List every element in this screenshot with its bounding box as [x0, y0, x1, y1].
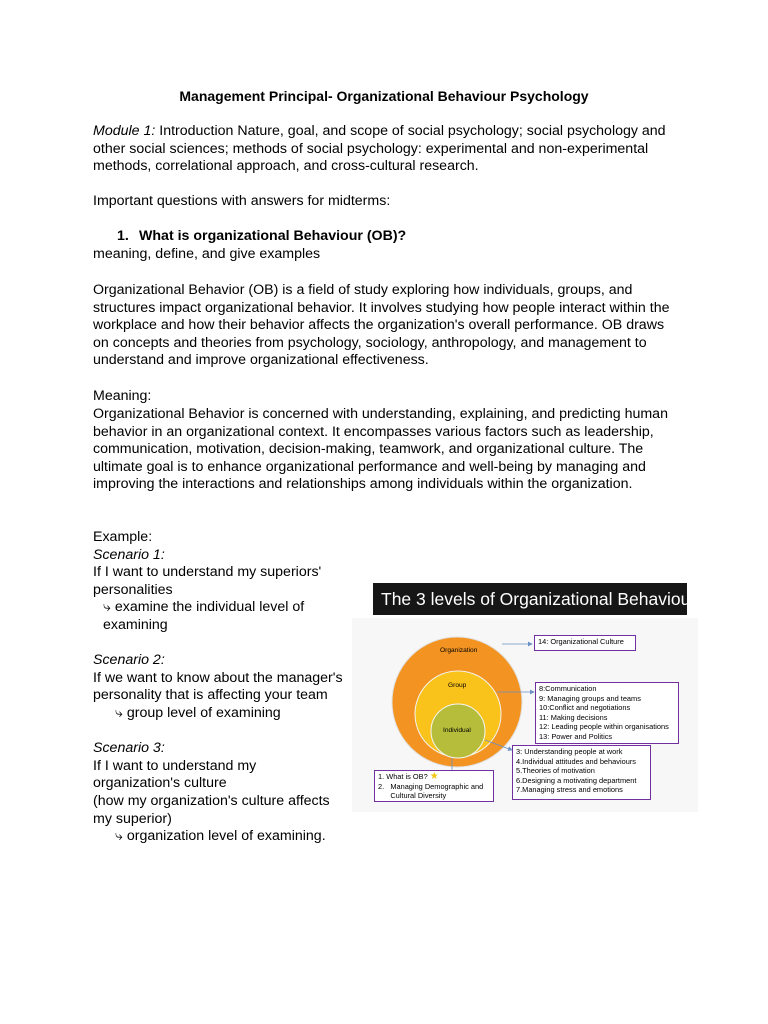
example-heading: Example:	[93, 529, 153, 545]
scenario-3-text2: (how my organization's culture affects my superior)	[93, 792, 330, 827]
module-text: Introduction Nature, goal, and scope of social psychology; social psychology and other social sciences; methods of social psychology: experimental and non-experimental methods, correlational approach, and cross-cultural research.	[93, 123, 666, 175]
scenario-3-arrow: ⤷ organization level of examining.	[115, 828, 326, 845]
diagram-title: The 3 levels of Organizational Behaviour	[373, 583, 687, 615]
individual-label: Individual	[443, 727, 471, 734]
module-paragraph	[93, 123, 678, 176]
scenario-2-arrow: ⤷ group level of examining	[115, 704, 281, 721]
individual-topics-box	[512, 745, 651, 800]
scenario-3-label: Scenario 3:	[93, 740, 165, 757]
question-heading	[117, 228, 406, 246]
intro-topic-text: 1. What is OB?	[378, 772, 428, 781]
group-label: Group	[448, 682, 467, 689]
question-text: What is organizational Behaviour (OB)?	[139, 228, 407, 244]
module-label: Module 1:	[93, 123, 156, 139]
individual-topic: 6.Designing a motivating department	[516, 775, 637, 785]
scenario-1-arrow-text: ⤷ examine the individual level of examining	[103, 599, 305, 633]
scenario-1-label: Scenario 1:	[93, 546, 165, 563]
definition-paragraph: Organizational Behavior (OB) is a field of study exploring how individuals, groups, and structures impact organizational behavior. It involves studying how people interact within the workplace and how their behavior affects the organization's overall performance. OB draws on concepts and theories from psychology, sociology, anthropology, and management to understand and improve organizational effectiveness.	[93, 282, 670, 369]
intro-topic: Cultural Diversity	[378, 791, 447, 801]
scenario-2-label: Scenario 2:	[93, 652, 165, 669]
page-title: Management Principal- Organizational Behaviour Psychology	[179, 88, 589, 104]
scenario-1-arrow	[93, 599, 343, 634]
scenario-3-text: If I want to understand my organization's culture	[93, 757, 257, 792]
scenario-1-text: If I want to understand my superiors' personalities	[93, 564, 322, 598]
star-icon: ★	[429, 771, 439, 782]
organization-topic: 14: Organizational Culture	[538, 637, 624, 646]
important-questions: Important questions with answers for midterms:	[93, 193, 391, 209]
question-number: 1.	[117, 228, 129, 244]
meaning-heading: Meaning:	[93, 388, 152, 404]
example-section	[93, 529, 343, 846]
individual-topic: 7.Managing stress and emotions	[516, 785, 623, 795]
intro-topics-box	[374, 770, 494, 802]
spacer	[93, 723, 343, 741]
group-topic: 12: Leading people within organisations	[539, 722, 669, 732]
scenario-2-text: If we want to know about the manager's personality that is affecting your team	[93, 669, 343, 704]
group-topic: 9: Managing groups and teams	[539, 693, 641, 703]
group-topic: 11: Making decisions	[539, 712, 608, 722]
intro-topic: 2. Managing Demographic and	[378, 781, 484, 791]
group-topic: 8:Communication	[539, 684, 597, 693]
meaning-paragraph: Organizational Behavior is concerned with understanding, explaining, and predicting human behavior in an organizational context. It encompasses various factors such as leadership, communication, motivation, decision-making, teamwork, and organizational culture. The ultimate goal is to enhance organizational performance and well-being by managing and improving the interactions and relationships among individuals within the organization.	[93, 406, 668, 493]
intro-topic	[378, 772, 490, 782]
organization-label: Organization	[440, 647, 478, 654]
ob-levels-diagram	[352, 578, 698, 812]
individual-topic: 3: Understanding people at work	[516, 747, 623, 756]
group-topic: 13: Power and Politics	[539, 731, 613, 741]
individual-topic: 4.Individual attitudes and behaviours	[516, 756, 636, 766]
group-topic: 10:Conflict and negotiations	[539, 703, 631, 713]
individual-topic: 5.Theories of motivation	[516, 766, 595, 776]
group-topics-box	[535, 682, 679, 744]
spacer	[93, 635, 343, 653]
organization-topics-box	[534, 635, 636, 651]
question-subtitle: meaning, define, and give examples	[93, 246, 321, 262]
